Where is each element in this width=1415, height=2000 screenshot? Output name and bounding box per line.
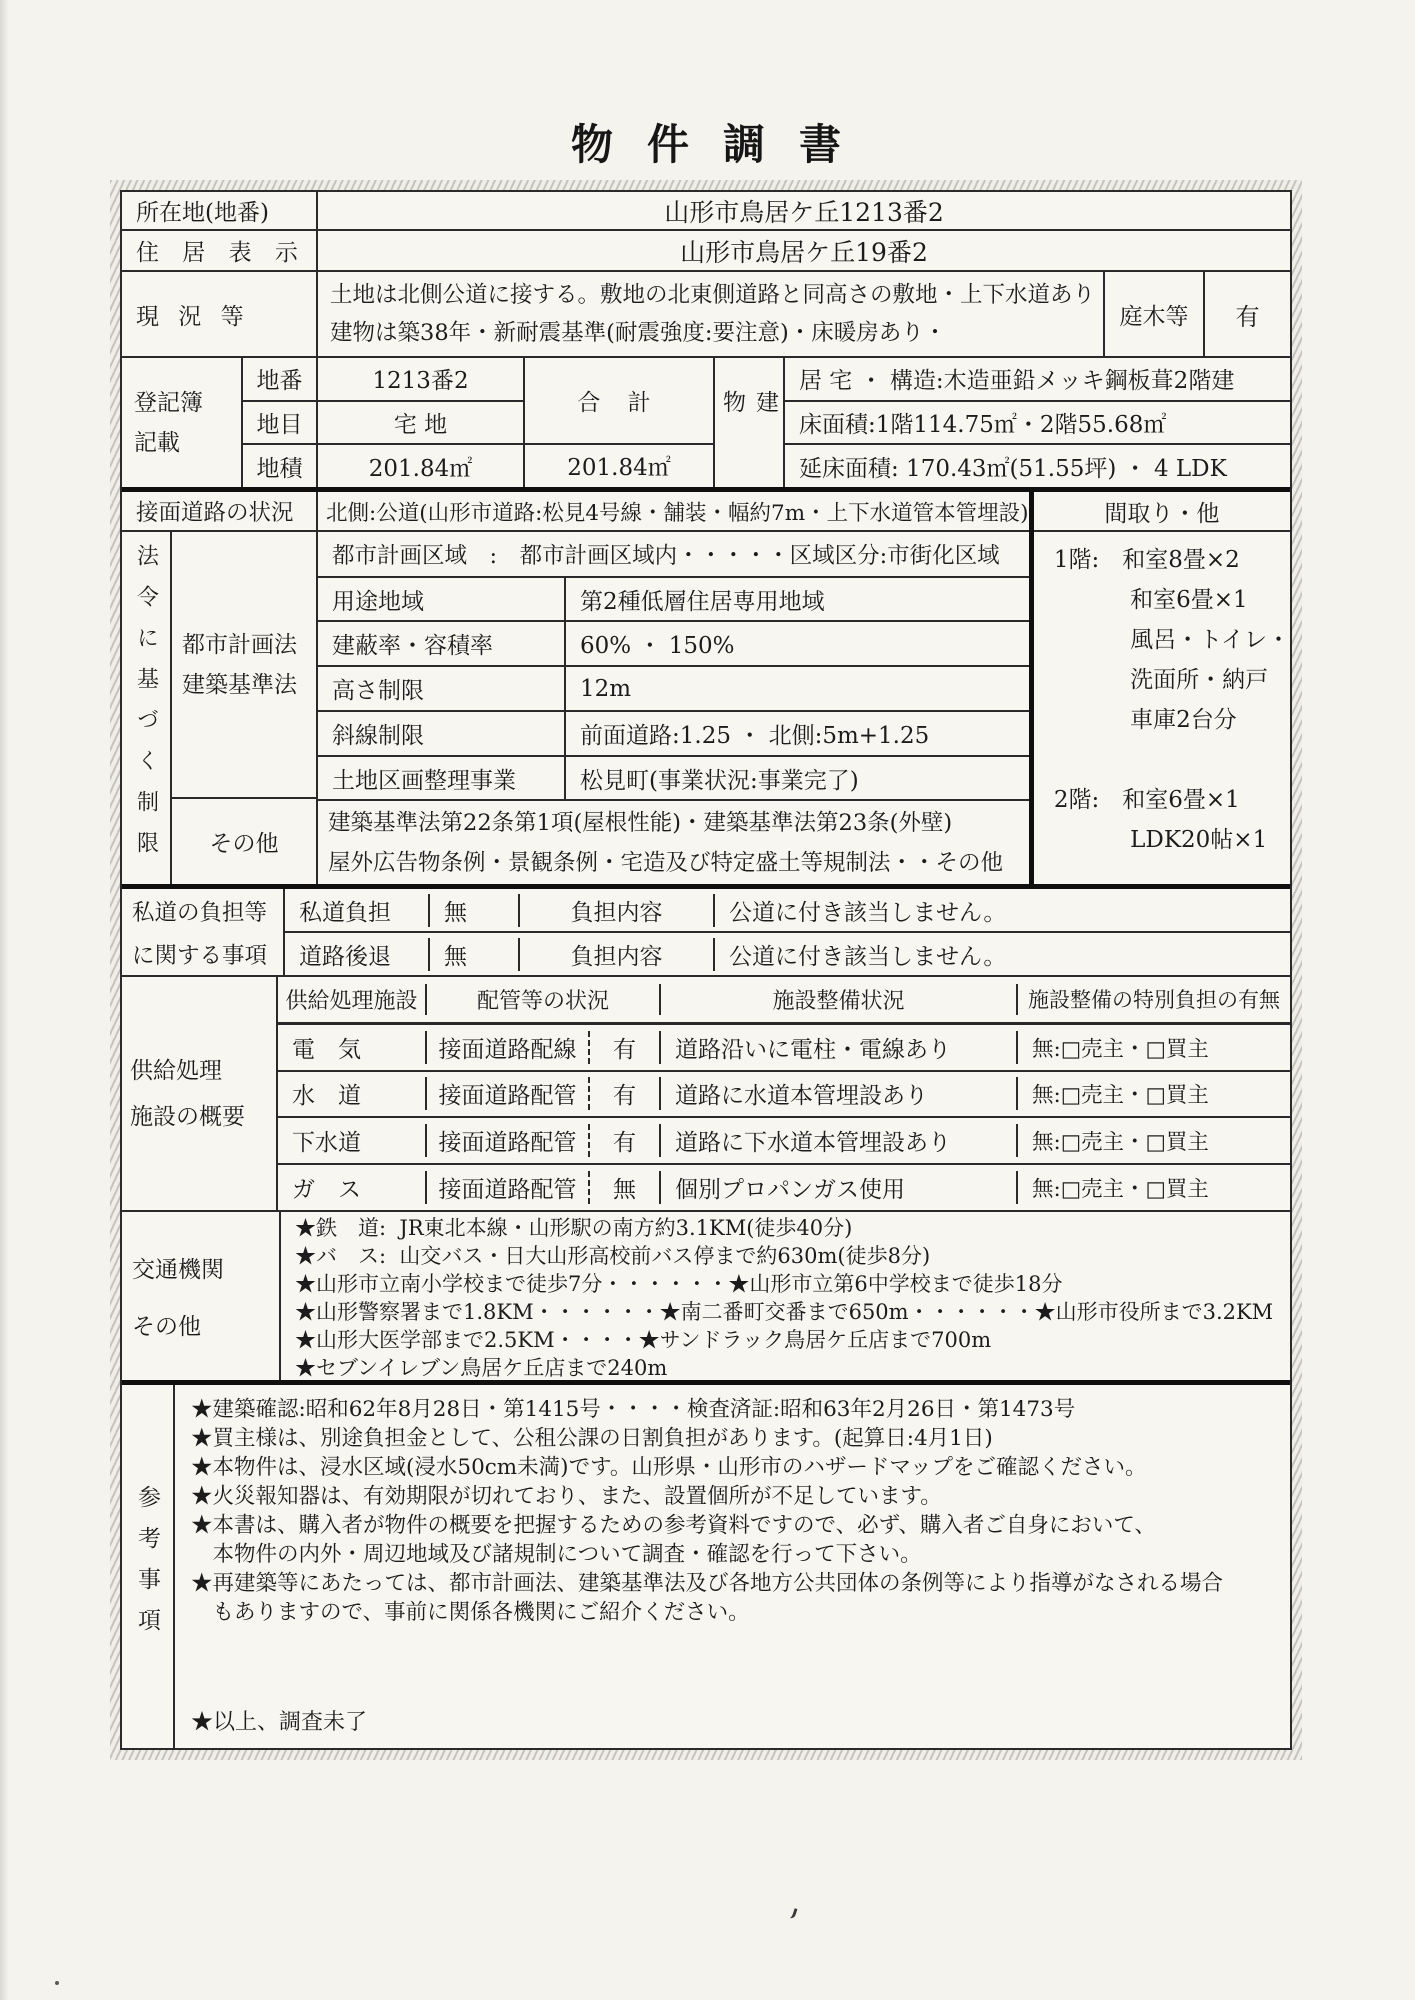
transport-label-line2: その他 (132, 1314, 201, 1340)
row-current-status (122, 272, 1290, 358)
legal-row-value: 松見町(事業状況:事業完了) (580, 767, 859, 794)
garden-label: 庭木等 (1105, 272, 1205, 356)
utility-piping: 接面道路配管 (427, 1077, 590, 1110)
remarks-line: ★本物件は、浸水区域(浸水50cm未満)です。山形県・山形市のハザードマップをご確認ください。 (191, 1455, 1147, 1480)
status-line1: 土地は北側公道に接する。敷地の北東側道路と同高さの敷地・上下水道あり (330, 282, 1096, 308)
utility-status: 個別プロパンガス使用 (661, 1171, 1018, 1204)
legal-other-line1: 建築基準法第22条第1項(屋根性能)・建築基準法第23条(外壁) (328, 809, 953, 836)
section-private-road (122, 889, 1290, 977)
utility-name: ガ ス (278, 1171, 427, 1204)
law-label-line1: 都市計画法 (182, 631, 297, 658)
private-road-detail-label: 負担内容 (520, 938, 715, 971)
legal-row-value: 第2種低層住居専用地域 (580, 588, 825, 615)
legal-side-label: 法令に基づく制限 (133, 544, 159, 872)
remarks-line: ★火災報知器は、有効期限が切れており、また、設置個所が不足しています。 (191, 1484, 942, 1509)
utility-status: 道路に水道本管埋設あり (661, 1077, 1018, 1110)
utilities-col-status: 施設整備状況 (661, 984, 1018, 1015)
utility-name: 下水道 (278, 1124, 427, 1157)
zone-row: 都市計画区域 : 都市計画区域内・・・・・区域区分:市街化区域 (332, 543, 1000, 569)
floorplan-line: LDK20帖×1 (1053, 827, 1268, 853)
legal-row-label: 建蔽率・容積率 (318, 622, 566, 665)
registry-row-value: 1213番2 (318, 358, 523, 402)
transport-line: ★鉄 道: JR東北本線・山形駅の南方約3.1KM(徒歩40分) (295, 1216, 853, 1240)
transport-line: ★山形警察署まで1.8KM・・・・・・★南二番町交番まで650m・・・・・・★山形市役所まで3.2KM (295, 1300, 1274, 1324)
floorplan-line: 風呂・トイレ・ (1053, 627, 1290, 653)
building-total-area: 延床面積: 170.43㎡(51.55坪) ・ 4 LDK (799, 455, 1227, 482)
residence-value: 山形市鳥居ケ丘19番2 (680, 237, 928, 267)
utilities-col-burden: 施設整備の特別負担の有無 (1028, 988, 1280, 1013)
utilities-label-line2: 施設の概要 (130, 1103, 245, 1130)
road-value: 北側:公道(山形市道路:松見4号線・舗装・幅約7m・上下水道管本管埋設) (326, 500, 1029, 526)
transport-line: ★山形大医学部まで2.5KM・・・・★サンドラック鳥居ケ丘店まで700m (295, 1328, 992, 1352)
registry-row-label: 地積 (256, 455, 303, 482)
utility-name: 電 気 (278, 1031, 427, 1064)
remarks-line: もありますので、事前に関係各機関にご紹介ください。 (191, 1600, 750, 1625)
private-road-label-line2: に関する事項 (132, 942, 268, 969)
utility-piping: 接面道路配管 (427, 1124, 590, 1157)
utility-flag: 無 (590, 1171, 661, 1204)
floorplan-line: 車庫2台分 (1053, 707, 1237, 733)
transport-label-line1: 交通機関 (132, 1257, 224, 1283)
utility-burden: 無:□売主・□買主 (1032, 1036, 1209, 1062)
utility-burden: 無:□売主・□買主 (1032, 1130, 1209, 1156)
registry-row-label: 地目 (243, 402, 316, 446)
private-road-name: 道路後退 (285, 938, 430, 971)
remarks-line: ★本書は、購入者が物件の概要を把握するための参考資料ですので、必ず、購入者ご自身において、 (191, 1513, 1156, 1538)
floorplan-gap (1054, 740, 1290, 780)
legal-restrictions (122, 532, 1029, 884)
registry-total-label: 合 計 (525, 358, 713, 445)
floorplan-line: 和室6畳×1 (1053, 587, 1248, 613)
legal-row-value: 60% ・ 150% (580, 633, 735, 659)
building-structure: 居 宅 ・ 構造:木造亜鉛メッキ鋼板葺2階建 (785, 358, 1290, 402)
legal-other-label: その他 (209, 831, 279, 857)
utility-piping: 接面道路配管 (427, 1171, 590, 1204)
floorplan-line: 1階: 和室8畳×2 (1053, 547, 1240, 573)
floorplan-line: 2階: 和室6畳×1 (1053, 787, 1240, 813)
private-road-label-line1: 私道の負担等 (132, 899, 268, 926)
remarks-line: ★建築確認:昭和62年8月28日・第1415号・・・・検査済証:昭和63年2月26日・第1473号 (191, 1397, 1076, 1422)
utilities-label-line1: 供給処理 (130, 1057, 222, 1084)
transport-line: ★セブンイレブン鳥居ケ丘店まで240m (295, 1356, 668, 1380)
registry-label-line1: 登記簿 (134, 389, 203, 416)
legal-other-line2: 屋外広告物条例・景観条例・宅造及び特定盛土等規制法・・その他 (328, 849, 1004, 876)
building-floor-area: 床面積:1階114.75㎡・2階55.68㎡ (785, 402, 1290, 446)
scan-artifact (789, 1907, 797, 1919)
private-road-flag: 無 (430, 938, 520, 971)
survey-table (120, 190, 1292, 1750)
section-remarks (122, 1385, 1290, 1748)
remarks-line: ★再建築等にあたっては、都市計画法、建築基準法及び各地方公共団体の条例等により指導がなされる場合 (191, 1571, 1224, 1596)
row-location (122, 192, 1290, 231)
document-title: 物件調書 (570, 120, 875, 169)
section-road-legal (122, 492, 1290, 889)
private-road-detail: 公道に付き該当しません。 (729, 899, 1007, 926)
legal-row-value: 12m (580, 675, 632, 702)
legal-row-label: 斜線制限 (318, 712, 566, 755)
registry-row-value: 宅 地 (318, 402, 523, 446)
remarks-line: ★買主様は、別途負担金として、公租公課の日割負担があります。(起算日:4月1日) (191, 1426, 993, 1451)
scan-artifact (55, 1981, 59, 1985)
law-label-line2: 建築基準法 (182, 671, 297, 698)
road-label: 接面道路の状況 (122, 492, 318, 530)
transport-line: ★バ ス: 山交バス・日大山形高校前バス停まで約630m(徒歩8分) (295, 1244, 931, 1268)
registry-label-line2: 記載 (134, 429, 180, 456)
section-transport (122, 1212, 1290, 1385)
location-label: 所在地(地番) (122, 192, 318, 229)
remarks-footer: ★以上、調査未了 (191, 1710, 368, 1735)
private-road-detail-label: 負担内容 (520, 894, 715, 927)
utility-burden: 無:□売主・□買主 (1032, 1083, 1209, 1109)
floorplan-header: 間取り・他 (1034, 492, 1290, 532)
row-residence (122, 231, 1290, 272)
utility-flag: 有 (590, 1124, 661, 1157)
legal-row-label: 土地区画整理事業 (318, 757, 566, 799)
private-road-name: 私道負担 (285, 894, 430, 927)
registry-row-value: 201.84㎡ (368, 455, 473, 482)
status-label: 現 況 等 (122, 272, 318, 356)
utility-status: 道路に下水道本管埋設あり (661, 1124, 1018, 1157)
utility-status: 道路沿いに電柱・電線あり (661, 1031, 1018, 1064)
private-road-flag: 無 (430, 894, 520, 927)
floorplan-line: 洗面所・納戸 (1053, 667, 1269, 693)
location-value: 山形市鳥居ケ丘1213番2 (664, 197, 944, 227)
legal-row-label: 高さ制限 (318, 667, 566, 710)
garden-value: 有 (1235, 302, 1260, 331)
legal-row-label: 用途地域 (318, 578, 566, 620)
section-registry (122, 358, 1290, 492)
utility-burden: 無:□売主・□買主 (1032, 1177, 1209, 1203)
section-utilities (122, 977, 1290, 1212)
utility-name: 水 道 (278, 1077, 427, 1110)
utility-piping: 接面道路配線 (427, 1031, 590, 1064)
legal-row-value: 前面道路:1.25 ・ 北側:5m+1.25 (580, 723, 930, 749)
utilities-col-piping: 配管等の状況 (427, 984, 661, 1015)
status-line2: 建物は築38年・新耐震基準(耐震強度:要注意)・床暖房あり・ (330, 320, 947, 346)
utilities-col-facility: 供給処理施設 (278, 984, 427, 1015)
private-road-detail: 公道に付き該当しません。 (729, 943, 1007, 970)
utility-flag: 有 (590, 1031, 661, 1064)
remarks-line: 本物件の内外・周辺地域及び諸規制について調査・確認を行って下さい。 (191, 1542, 922, 1567)
registry-row-label: 地番 (243, 358, 316, 402)
floorplan-column (1029, 492, 1290, 884)
registry-total-value: 201.84㎡ (567, 455, 671, 482)
remarks-side-label: 参考事項 (134, 1484, 160, 1649)
survey-sheet (110, 180, 1302, 1760)
building-label: 建物 (719, 390, 778, 455)
utility-flag: 有 (590, 1077, 661, 1110)
transport-line: ★山形市立南小学校まで徒歩7分・・・・・・★山形市立第6中学校まで徒歩18分 (295, 1272, 1063, 1296)
residence-label: 住 居 表 示 (122, 231, 318, 270)
